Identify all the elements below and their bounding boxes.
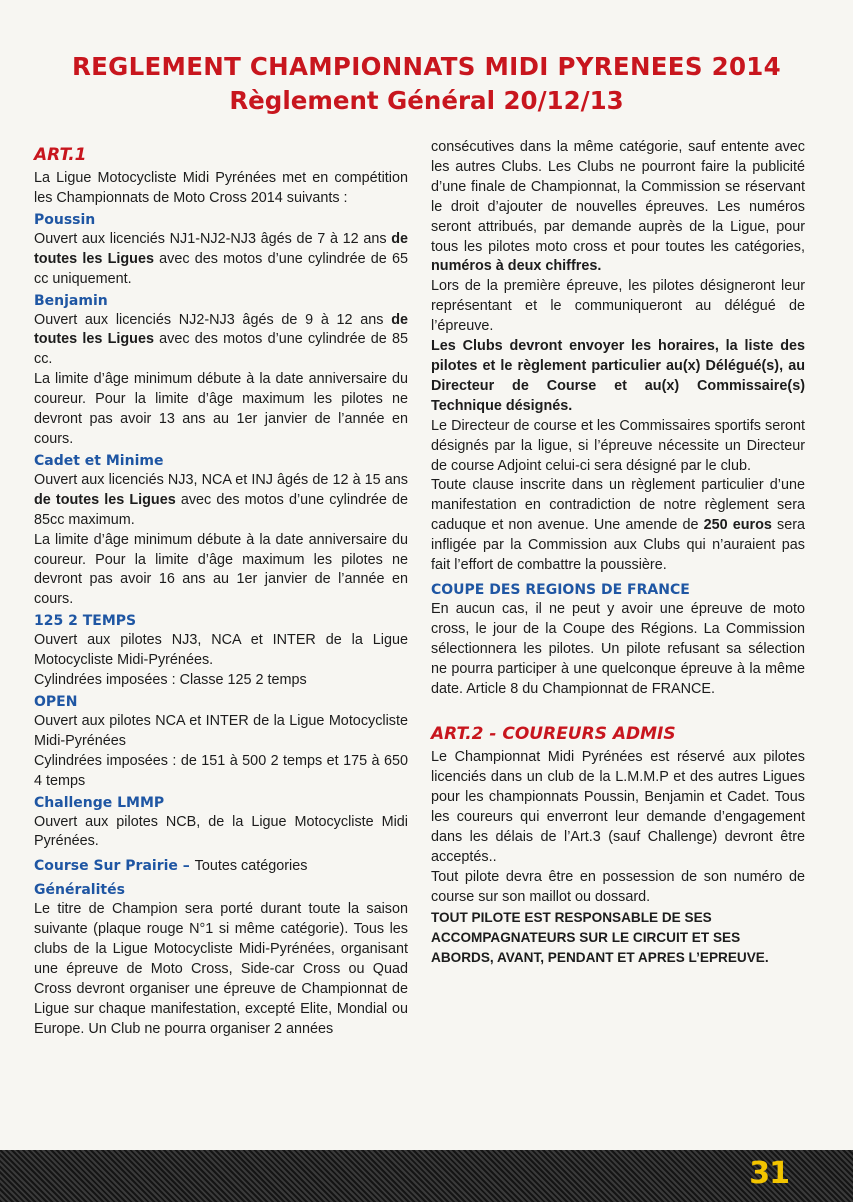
benjamin-heading: Benjamin	[34, 292, 108, 309]
left-column	[34, 138, 408, 1040]
poussin-paragraph	[34, 230, 408, 290]
article-2-heading: ART.2 - COUREURS ADMIS	[431, 724, 676, 745]
generalites-paragraph: Le titre de Champion sera porté durant toute la saison suivante (plaque rouge N°1 si même catégorie). Tous les clubs de la Ligue Motocycliste Midi-Pyrénées, organisant une épreuve de Moto Cross, Side-car Cross ou Quad Cross devront organiser une épreuve de Championnat de Ligue sur chaque manifestation, excepté Elite, Mondial ou Europe. Un Club ne pourra organiser 2 années	[34, 901, 408, 1037]
cadet-text-2: avec des motos d’une cylindrée de 85cc maximum.	[34, 491, 408, 528]
right-p5-text-2: sera infligée par la Commission aux Clubs qui n’auraient pas fait l’effort de combattre la poussière.	[431, 517, 805, 574]
125-heading: 125 2 TEMPS	[34, 613, 137, 630]
right-paragraph-3: Les Clubs devront envoyer les horaires, la liste des pilotes et le règlement particulier au(x) Délégué(s), au Directeur de Course et au(x) Commissaire(s) Technique désignés.	[431, 338, 805, 414]
prairie-text: Toutes catégories	[194, 858, 308, 875]
footer-band	[0, 1150, 853, 1202]
cadet-paragraph	[34, 471, 408, 531]
prairie-heading-label: Course Sur Prairie –	[34, 858, 195, 875]
poussin-text-1: Ouvert aux licenciés NJ1-NJ2-NJ3 âgés de 7 à 12 ans	[34, 230, 392, 247]
challenge-paragraph: Ouvert aux pilotes NCB, de la Ligue Motocycliste Midi Pyrénées.	[34, 813, 408, 850]
page-number: 31	[749, 1156, 789, 1191]
right-column	[431, 138, 805, 967]
page-title: REGLEMENT CHAMPIONNATS MIDI PYRENEES 2014	[71, 52, 782, 81]
125-paragraph-1: Ouvert aux pilotes NJ3, NCA et INTER de la Ligue Motocycliste Midi-Pyrénées.	[34, 632, 408, 669]
generalites-heading: Généralités	[34, 882, 125, 899]
125-paragraph-2: Cylindrées imposées : Classe 125 2 temps	[34, 672, 307, 689]
challenge-heading: Challenge LMMP	[34, 794, 165, 811]
right-p1-bold: numéros à deux chiffres.	[431, 258, 602, 275]
poussin-bold: de toutes les Ligues	[34, 230, 408, 267]
cadet-age-paragraph: La limite d’âge minimum débute à la date anniversaire du coureur. Pour la limite d’âge maximum les pilotes ne devront pas avoir 16 ans au 1er janvier de l’année en cours.	[34, 531, 408, 608]
cadet-heading: Cadet et Minime	[34, 452, 164, 469]
benjamin-age-paragraph: La limite d’âge minimum débute à la date anniversaire du coureur. Pour la limite d’âge maximum les pilotes ne devront pas avoir 13 ans au 1er janvier de l’année en cours.	[34, 371, 408, 447]
article-1-heading: ART.1	[34, 145, 87, 165]
right-paragraph-1	[431, 138, 805, 277]
cadet-text-1: Ouvert aux licenciés NJ3, NCA et INJ âgés de 12 à 15 ans	[34, 471, 408, 488]
right-paragraph-4: Le Directeur de course et les Commissaires sportifs seront désignés par la ligue, si l’épreuve nécessite un Directeur de course Adjoint celui-ci sera désigné par le club.	[431, 417, 805, 474]
intro-paragraph: La Ligue Motocycliste Midi Pyrénées met en compétition les Championnats de Moto Cross 2014 suivants :	[34, 170, 408, 206]
poussin-heading: Poussin	[34, 211, 96, 228]
page-subtitle: Règlement Général 20/12/13	[229, 86, 624, 115]
benjamin-text-2: avec des motos d’une cylindrée de 85 cc.	[34, 331, 408, 368]
coupe-paragraph: En aucun cas, il ne peut y avoir une épreuve de moto cross, le jour de la Coupe des Régions. La Commission sélectionnera les pilotes. Un pilote refusant sa sélection ne pourra participer à une quelconque épreuve à la même date. Article 8 du Championnat de FRANCE.	[431, 600, 805, 697]
right-paragraph-5	[431, 476, 805, 576]
right-p1-text: consécutives dans la même catégorie, sauf entente avec les autres Clubs. Les Clubs ne pourront faire la publicité d’une finale de Championnat, la Commission se réservant le droit d’ajouter de nouvelles épreuves. Les numéros seront attribués, par demande auprès de la Ligue, pour tous les pilotes moto cross et pour toutes les catégories,	[431, 139, 805, 255]
art2-paragraph-2: Tout pilote devra être en possession de son numéro de course sur son maillot ou dossard.	[431, 868, 805, 905]
art2-caps-paragraph: TOUT PILOTE EST RESPONSABLE DE SES ACCOMPAGNATEURS SUR LE CIRCUIT ET SES ABORDS, AVANT, PENDANT ET APRES L’EPREUVE.	[431, 909, 769, 965]
cadet-bold: de toutes les Ligues	[34, 491, 176, 508]
art2-paragraph-1: Le Championnat Midi Pyrénées est réservé aux pilotes licenciés dans un club de la L.M.M.P et des autres Ligues pour les championnats Poussin, Benjamin et Cadet. Tous les coureurs qui enverront leur demande d’engagement dans les délais de l’Art.3 (sauf Challenge) devront être acceptés..	[431, 749, 805, 865]
right-p5-text-1: Toute clause inscrite dans un règlement particulier d’une manifestation en contradiction de notre règlement sera caduque et non avenue. Une amende de	[431, 477, 805, 534]
right-paragraph-2: Lors de la première épreuve, les pilotes désigneront leur représentant et le communiqueront au délégué de l’épreuve.	[431, 278, 805, 335]
benjamin-bold: de toutes les Ligues	[34, 311, 408, 348]
coupe-heading: COUPE DES REGIONS DE FRANCE	[431, 581, 690, 598]
open-paragraph-1: Ouvert aux pilotes NCA et INTER de la Ligue Motocycliste Midi-Pyrénées	[34, 712, 408, 749]
open-heading: OPEN	[34, 693, 78, 710]
benjamin-paragraph	[34, 311, 408, 371]
poussin-text-2: avec des motos d’une cylindrée de 65 cc uniquement.	[34, 250, 408, 287]
prairie-heading	[34, 856, 408, 876]
right-p5-bold: 250 euros	[703, 517, 772, 534]
open-paragraph-2: Cylindrées imposées : de 151 à 500 2 temps et 175 à 650 4 temps	[34, 752, 408, 789]
benjamin-text-1: Ouvert aux licenciés NJ2-NJ3 âgés de 9 à 12 ans	[34, 311, 392, 328]
